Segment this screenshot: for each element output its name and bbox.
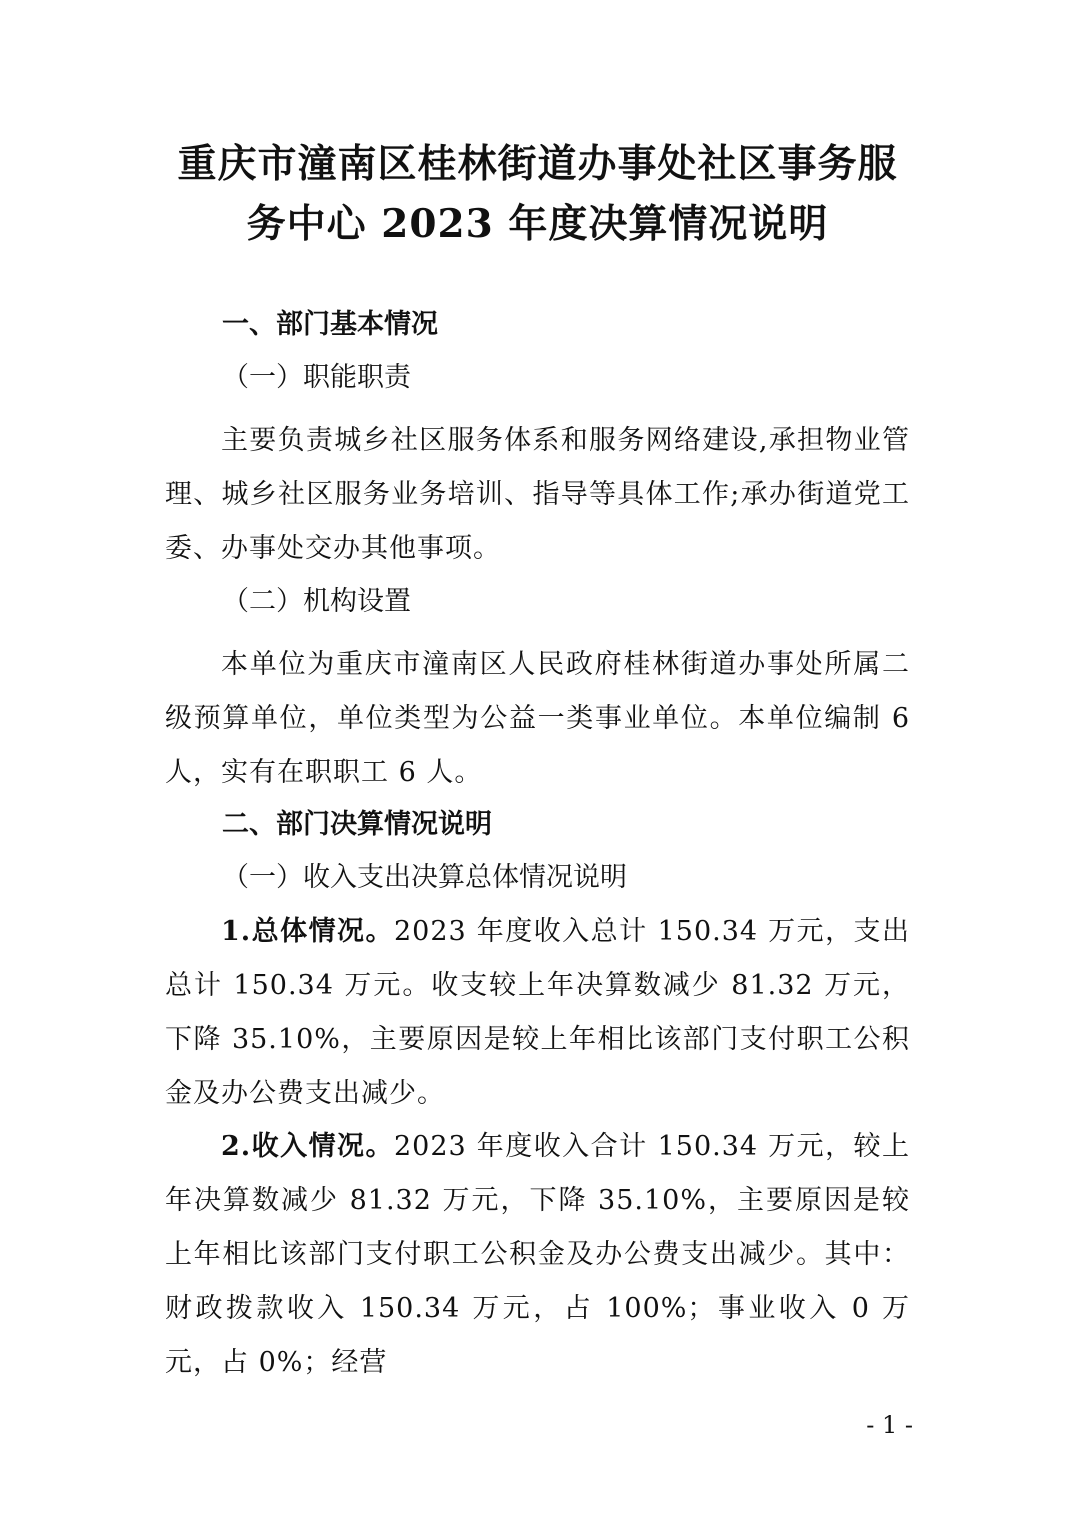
page-number: - 1 - xyxy=(866,1411,913,1439)
section-2-sub-1-heading: （一）收入支出决算总体情况说明 xyxy=(222,862,627,893)
section-1-heading: 一、部门基本情况 xyxy=(222,309,438,340)
overall-situation-text: 2023 年度收入总计 150.34 万元，支出总计 150.34 万元。收支较上年决算数减少 81.32 万元，下降 35.10%，主要原因是较上年相比该部门支付职工公积金及办公费支出减少。 xyxy=(165,916,911,1109)
income-situation-label: 2.收入情况。 xyxy=(221,1131,394,1162)
title-line-2: 务中心 2023 年度决算情况说明 xyxy=(246,201,829,247)
section-2-heading: 二、部门决算情况说明 xyxy=(222,809,492,840)
section-1-sub-2-paragraph: 本单位为重庆市潼南区人民政府桂林街道办事处所属二级预算单位，单位类型为公益一类事业单位。本单位编制 6 人，实有在职职工 6 人。 xyxy=(165,649,910,788)
overall-situation-label: 1.总体情况。 xyxy=(221,916,394,947)
income-situation-text: 2023 年度收入合计 150.34 万元，较上年决算数减少 81.32 万元，下降 35.10%，主要原因是较上年相比该部门支付职工公积金及办公费支出减少。其中：财政拨款收入 150.34 万元，占 100%；事业收入 0 万元，占 0%；经营 xyxy=(165,1131,911,1378)
section-1-sub-1-heading: （一）职能职责 xyxy=(222,362,411,393)
title-line-1: 重庆市潼南区桂林街道办事处社区事务服 xyxy=(177,141,898,187)
section-1-sub-1-paragraph: 主要负责城乡社区服务体系和服务网络建设,承担物业管理、城乡社区服务业务培训、指导等具体工作;承办街道党工委、办事处交办其他事项。 xyxy=(165,425,910,564)
overall-situation-paragraph xyxy=(165,905,910,1121)
section-1-sub-2-heading: （二）机构设置 xyxy=(222,586,411,617)
income-situation-paragraph xyxy=(165,1120,910,1390)
document-title xyxy=(120,134,955,254)
